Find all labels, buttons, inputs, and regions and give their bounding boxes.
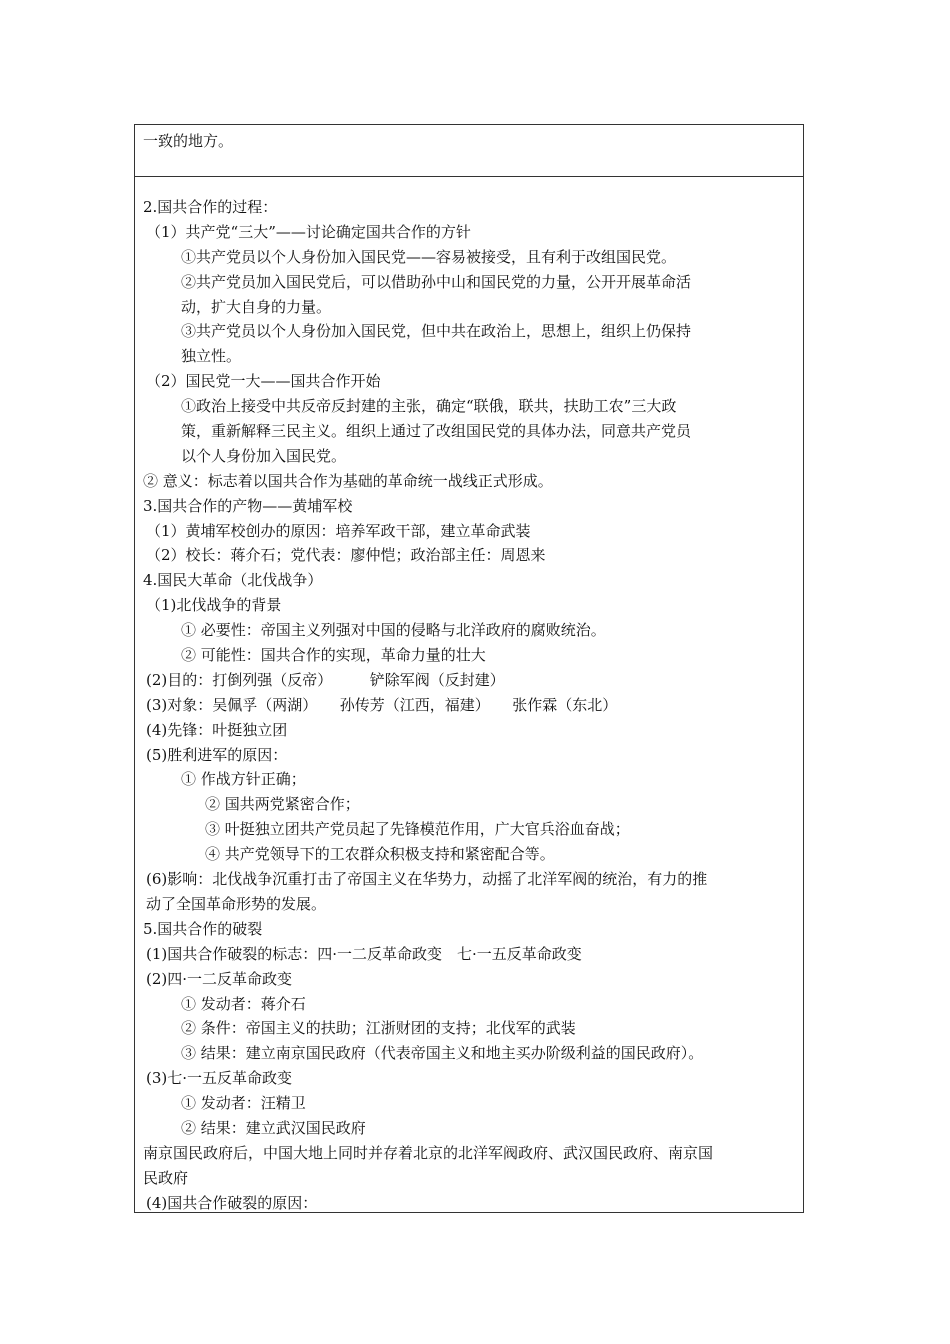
text-line: ③共产党员以个人身份加入国民党，但中共在政治上，思想上，组织上仍保持 [181, 322, 692, 341]
text-line: 3.国共合作的产物——黄埔军校 [143, 496, 353, 515]
text-line: ③ 叶挺独立团共产党员起了先锋模范作用，广大官兵浴血奋战； [205, 820, 630, 839]
text-line: ①共产党员以个人身份加入国民党——容易被接受，且有利于改组国民党。 [181, 247, 677, 266]
table-row-top [135, 125, 803, 177]
text-line: 独立性。 [181, 347, 242, 366]
text-line: (6)影响：北伐战争沉重打击了帝国主义在华势力，动摇了北洋军阀的统治，有力的推 [146, 870, 708, 889]
text-line: 民政府 [143, 1168, 189, 1187]
text-line: (2)四·一二反革命政变 [146, 969, 293, 988]
text-line: 动，扩大自身的力量。 [181, 297, 332, 316]
text-line: (3)对象：吴佩孚（两湖） 孙传芳（江西，福建） 张作霖（东北） [146, 695, 618, 714]
text-line: 2.国共合作的过程： [143, 198, 278, 216]
text-line: (1)国共合作破裂的标志：四·一二反革命政变 七·一五反革命政变 [146, 944, 582, 963]
text-line: (2)目的：打倒列强（反帝） 铲除军阀（反封建） [146, 670, 505, 689]
text-line: ① 作战方针正确； [181, 770, 306, 789]
text-line: ② 国共两党紧密合作； [205, 795, 360, 814]
text-line: ① 发动者：蒋介石 [181, 994, 306, 1013]
text-line: 5.国共合作的破裂 [143, 919, 263, 938]
text-line: ① 必要性：帝国主义列强对中国的侵略与北洋政府的腐败统治。 [181, 621, 606, 640]
text-line: （2）国民党一大——国共合作开始 [146, 372, 381, 391]
text-line: ④ 共产党领导下的工农群众积极支持和紧密配合等。 [205, 845, 555, 864]
text-line: （1）黄埔军校创办的原因：培养军政干部，建立革命武装 [146, 521, 531, 540]
content-table [134, 124, 804, 1213]
text-line: ② 意义：标志着以国共合作为基础的革命统一战线正式形成。 [143, 471, 553, 490]
text-line: （2）校长：蒋介石；党代表：廖仲恺；政治部主任：周恩来 [146, 546, 546, 565]
text-line: (5)胜利进军的原因： [146, 745, 288, 764]
notes-body [143, 195, 797, 1216]
text-line: （1)北伐战争的背景 [146, 596, 282, 615]
text-line: (3)七·一五反革命政变 [146, 1069, 293, 1088]
text-line: ①政治上接受中共反帝反封建的主张，确定“联俄，联共，扶助工农”三大政 [181, 397, 677, 416]
text-line: (4)先锋：叶挺独立团 [146, 720, 288, 739]
text-line: ③ 结果：建立南京国民政府（代表帝国主义和地主买办阶级利益的国民政府）。 [181, 1044, 704, 1063]
text-line: 策，重新解释三民主义。组织上通过了改组国民党的具体办法，同意共产党员 [181, 422, 692, 441]
text-line: ② 结果：建立武汉国民政府 [181, 1118, 366, 1137]
text-line: 以个人身份加入国民党。 [181, 446, 347, 465]
text-line: ② 条件：帝国主义的扶助；江浙财团的支持；北伐军的武装 [181, 1019, 576, 1038]
text-line: 4.国民大革命（北伐战争） [143, 571, 323, 590]
text-line: ② 可能性：国共合作的实现，革命力量的壮大 [181, 646, 486, 665]
text-line: 南京国民政府后，中国大地上同时并存着北京的北洋军阀政府、武汉国民政府、南京国 [143, 1143, 714, 1162]
text-line: (4)国共合作破裂的原因： [146, 1193, 318, 1212]
top-cell-text: 一致的地方。 [143, 132, 234, 150]
text-line: （1）共产党“三大”——讨论确定国共合作的方针 [146, 222, 471, 241]
text-line: 动了全国革命形势的发展。 [146, 894, 327, 913]
text-line: ① 发动者：汪精卫 [181, 1094, 306, 1113]
text-line: ②共产党员加入国民党后，可以借助孙中山和国民党的力量，公开开展革命活 [181, 272, 692, 291]
